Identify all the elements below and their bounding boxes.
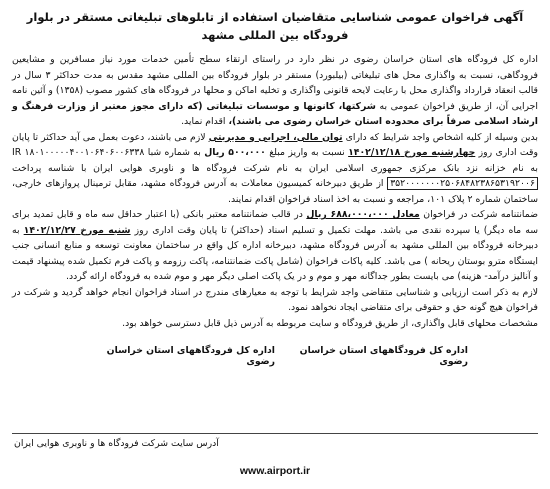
- invitation-text-3: نسبت به واریز مبلغ: [265, 147, 349, 158]
- intro-eligible-entities: شرکتها، کانونها و موسسات تبلیغاتی (که دارای مجوز معتبر از وزارت فرهنگ و ارشاد اسلامی صرفاً برای محدوده استان خراسان رضوی می باشند)،: [12, 100, 538, 127]
- invitation-text-4: به شماره شبا: [144, 147, 205, 158]
- footer-divider: [12, 433, 538, 434]
- invitation-text-5: به نام خزانه نزد بانک مرکزی جمهوری اسلامی ایران به نام شرکت فرودگاه ها و ناوبری هوایی ایران با شناسه پرداخت: [12, 162, 538, 174]
- payment-id: ۳۵۲۰۰۰۰۰۰۰۲۵۰۶۸۴۸۲۳۸۶۵۳۱۹۲۰۰۶: [387, 177, 538, 190]
- signature-left: اداره کل فرودگاههای استان خراسان رضوی: [106, 345, 275, 367]
- signature-row: [12, 345, 538, 367]
- guarantee-text: ضمانتنامه شرکت در فراخوان: [419, 209, 539, 220]
- intro-text-end: اقدام نماید.: [181, 116, 229, 127]
- invitation-text-2: لازم می باشند، دعوت بعمل می آید حداکثر تا پایان وقت اداری روز: [12, 131, 538, 158]
- signature-right: اداره کل فرودگاههای استان خراسان رضوی: [299, 345, 468, 367]
- guarantee-text-2: در قالب ضمانتنامه معتبر بانکی (با اعتبار حداقل سه ماه و قابل تمدید برای سه ماه دیگر) یا سپرده نقدی می باشد. مهلت تکمیل و تسلیم اسناد (حداکثر) تا پایان وقت اداری روز: [12, 209, 539, 236]
- intro-text: اداره کل فرودگاه های استان خراسان رضوی در نظر دارد در راستای ارتقاء سطح تأمین خدمات مورد نیاز مسافرین و مشایعین فرودگاهی، نسبت به واگذاری محل های تبلیغاتی (بیلبورد) مستقر در بلوار فرودگاه بین المللی مشهد مقدس به مدت حداکثر ۳ سال در قالب انعقاد قرارداد واگذاری محل با رعایت لایحه قانونی واگذاری و تخلیه اماکن و محلها در فرودگاه های کشور مصوب (۱۳۵۸) و آئین نامه اجرایی آن، از طریق فراخوان عمومی به: [12, 54, 539, 112]
- document-fee: ۵۰۰،۰۰۰ ریال: [204, 147, 266, 158]
- announcement-title: [12, 8, 538, 44]
- paragraph-evaluation: لازم به ذکر است ارزیابی و شناسایی متقاضی واجد شرایط با توجه به معیارهای مندرج در اسناد فراخوان انجام خواهد گردید و شرکت در فراخوان هیچ گونه حق و حقوقی برای متقاضی ایجاد نخواهد نمود.: [12, 286, 538, 313]
- invitation-text: بدین وسیله از کلیه اشخاص واجد شرایط که دارای: [342, 131, 538, 143]
- deadline-purchase: چهارشنبه مورخ ۱۴۰۲/۱۲/۱۸: [348, 147, 476, 158]
- guarantee-text-3: به دبیرخانه فرودگاه بین المللی مشهد به آدرس فرودگاه مشهد، دبیرخانه اداره کل واقع در ساختمان معاونت توسعه و منابع انسانی جنب ایستگاه مترو بوستان ریحانه ) می باشد. کلیه پاکات فراخوان (شامل پاکت ضمانتنامه، پاکت رزومه و پاکت فرم تکمیل شده پیشنهاد قیمت و آنالیز درآمد- هزینه) می بایست بطور جداگانه مهر و موم و در یک پاکت اصلی دیگر مهر و موم شده به فرودگاه ارائه گردد.: [12, 224, 538, 282]
- paragraph-intro: [12, 52, 538, 130]
- footer-url-link[interactable]: www.airport.ir: [239, 465, 311, 477]
- paragraph-invitation: [12, 130, 538, 208]
- sheba-number: IR ۱۸۰۱۰۰۰۰۰۴۰۰۱۰۶۴۰۶۰۰۶۳۳۸: [12, 147, 145, 158]
- title-line-2: فرودگاه بین المللی مشهد: [201, 28, 349, 42]
- invitation-text-6: از طریق دبیرخانه کمیسیون معاملات به آدرس فرودگاه مشهد، مقابل ترمینال پروازهای خارجی، ساختمان شماره ۲ پلاک ۱۰۱، مراجعه و نسبت به اخذ اسناد فراخوان اقدام نمایند.: [12, 178, 538, 205]
- footer-label: آدرس سایت شرکت فرودگاه ها و ناوبری هوایی ایران: [14, 438, 219, 449]
- guarantee-amount: معادل ۶۸۸،۰۰۰،۰۰۰ ریال: [306, 209, 420, 220]
- title-line-1: آگهی فراخوان عمومی شناسایی متقاضیان استفاده از تابلوهای تبلیغاتی مستقر در بلوار: [26, 10, 524, 24]
- invitation-capacity: توان مالی، اجرایی و مدیریتی: [208, 131, 343, 143]
- paragraph-guarantee: [12, 207, 538, 285]
- paragraph-locations: مشخصات محلهای قابل واگذاری، از طریق فرودگاه و سایت مربوطه به آدرس ذیل قابل دسترسی خواهد بود.: [122, 317, 538, 329]
- deadline-submission: شنبه مورخ ۱۴۰۲/۱۲/۲۷: [23, 224, 131, 236]
